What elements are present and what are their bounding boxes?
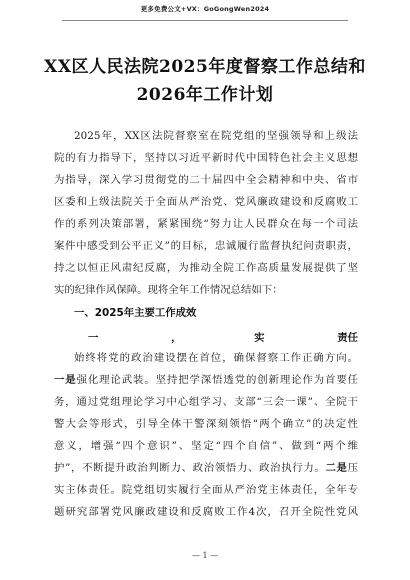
title-line-2: 2026年工作计划 bbox=[136, 85, 274, 105]
paragraph-line: 务，通过党组理论学习中心组学习、支部“三会一课”、全院干 bbox=[54, 396, 358, 408]
emphasis-text: 二是 bbox=[325, 462, 348, 474]
sub-heading-part: 责任 bbox=[337, 331, 358, 344]
page-number: — 1 — bbox=[191, 551, 219, 560]
paragraph-line: 院的有力指导下，坚持以习近平新时代中国特色社会主义思想 bbox=[54, 152, 358, 164]
header-text: 更多免费公文+VX：GoGongWen2024 bbox=[140, 5, 270, 13]
paragraph-line: 意义，增强“四个意识”、坚定“四个自信”、做到“两个维 bbox=[54, 440, 358, 452]
page-header bbox=[62, 0, 348, 21]
paragraph-line: 持之以恒正风肃纪反腐，为推动全院工作高质量发展提供了坚 bbox=[54, 262, 358, 274]
sub-heading-part: 一 bbox=[88, 331, 99, 344]
emphasis-text: 一是 bbox=[54, 374, 77, 386]
paragraph-line: 案件中感受到公平正义”的目标，忠诚履行监督执纪问责职责， bbox=[54, 240, 358, 252]
title-line-1: XX区人民法院2025年度督察工作总结和 bbox=[44, 57, 366, 77]
paragraph-line: 2025年，XX区法院督察室在院党组的坚强领导和上级法 bbox=[74, 130, 358, 142]
paragraph-line: 一是强化理论武装。坚持把学深悟透党的创新理论作为首要任 bbox=[54, 374, 358, 386]
paragraph-line: 题研究部署党风廉政建设和反腐败工作4次，召开全院性党风 bbox=[54, 506, 358, 518]
paragraph-line: 为指导，深入学习贯彻党的二十届四中全会精神和中央、省市 bbox=[54, 174, 358, 186]
sub-heading-part: 实 bbox=[254, 331, 265, 344]
paragraph-line: 警大会等形式，引导全体干警深刻领悟“两个确立”的决定性 bbox=[54, 418, 358, 430]
sub-heading-part: ， bbox=[171, 331, 182, 344]
paragraph-line: 区委和上级法院关于全面从严治党、党风廉政建设和反腐败工 bbox=[54, 196, 358, 208]
document-title bbox=[40, 53, 370, 109]
section-heading: 一、2025年主要工作成效 bbox=[74, 307, 197, 319]
paragraph-line: 作的系列决策部署，紧紧围绕“努力让人民群众在每一个司法 bbox=[54, 218, 358, 230]
paragraph-line: 实的纪律作风保障。现将全年工作情况总结如下： bbox=[54, 284, 283, 296]
sub-heading bbox=[88, 325, 358, 347]
paragraph-line: 实主体责任。院党组切实履行全面从严治党主体责任，全年专 bbox=[54, 484, 358, 496]
paragraph-line: 护”，不断提升政治判断力、政治领悟力、政治执行力。二是压 bbox=[54, 462, 358, 474]
paragraph-line: 始终将党的政治建设摆在首位，确保督察工作正确方向。 bbox=[74, 352, 358, 364]
